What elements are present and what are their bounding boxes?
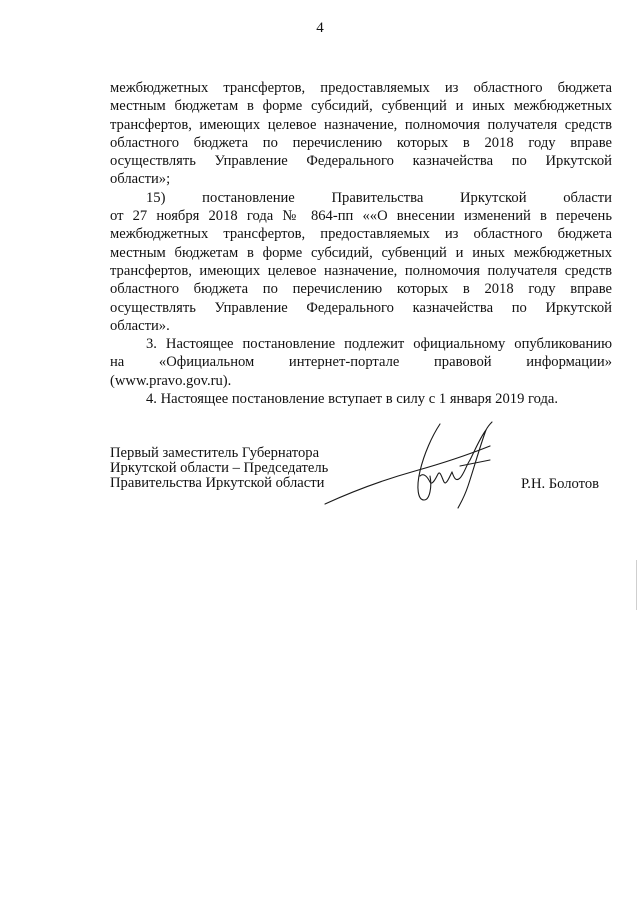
text-line-item-15: 15) постановление Правительства Иркутской области [146, 189, 612, 206]
text-line: межбюджетных трансфертов, предоставляемых из областного бюджета [110, 80, 612, 96]
text-line: на «Официальном интернет-портале правовой информации» [110, 354, 612, 371]
text-line: областного бюджета по перечислению которых в 2018 году вправе [110, 281, 612, 298]
text-line: трансфертов, имеющих целевое назначение, полномочия получателя средств [110, 262, 612, 279]
signatory-title-line: Первый заместитель Губернатора [110, 445, 320, 461]
page-number: 4 [316, 20, 324, 36]
text-line: трансфертов, имеющих целевое назначение, полномочия получателя средств [110, 116, 612, 133]
signatory-name: Р.Н. Болотов [521, 476, 600, 492]
text-line: местным бюджетам в форме субсидий, субвенций и иных межбюджетных [110, 244, 612, 261]
text-line: осуществлять Управление Федерального казначейства по Иркутской [110, 153, 612, 170]
text-line: местным бюджетам в форме субсидий, субвенций и иных межбюджетных [110, 98, 612, 115]
text-line: осуществлять Управление Федерального казначейства по Иркутской [110, 299, 612, 316]
text-line: области»; [110, 171, 171, 188]
text-line: областного бюджета по перечислению которых в 2018 году вправе [110, 134, 612, 151]
text-line-clause-4: 4. Настоящее постановление вступает в силу с 1 января 2019 года. [146, 391, 559, 408]
text-line: межбюджетных трансфертов, предоставляемых из областного бюджета [110, 226, 612, 243]
text-line-clause-3: 3. Настоящее постановление подлежит официальному опубликованию [146, 336, 612, 353]
signatory-title [110, 446, 328, 490]
scan-edge-mark [636, 560, 640, 610]
text-line: области». [110, 317, 170, 334]
text-line-link: (www.pravo.gov.ru). [110, 372, 232, 389]
signatory-title-line: Иркутской области – Председатель [110, 459, 329, 476]
signatory-title-line: Правительства Иркутской области [110, 474, 325, 491]
text-line: от 27 ноября 2018 года № 864-пп ««О внесении изменений в перечень [110, 208, 612, 225]
document-body [110, 79, 612, 408]
handwritten-signature [320, 416, 510, 516]
